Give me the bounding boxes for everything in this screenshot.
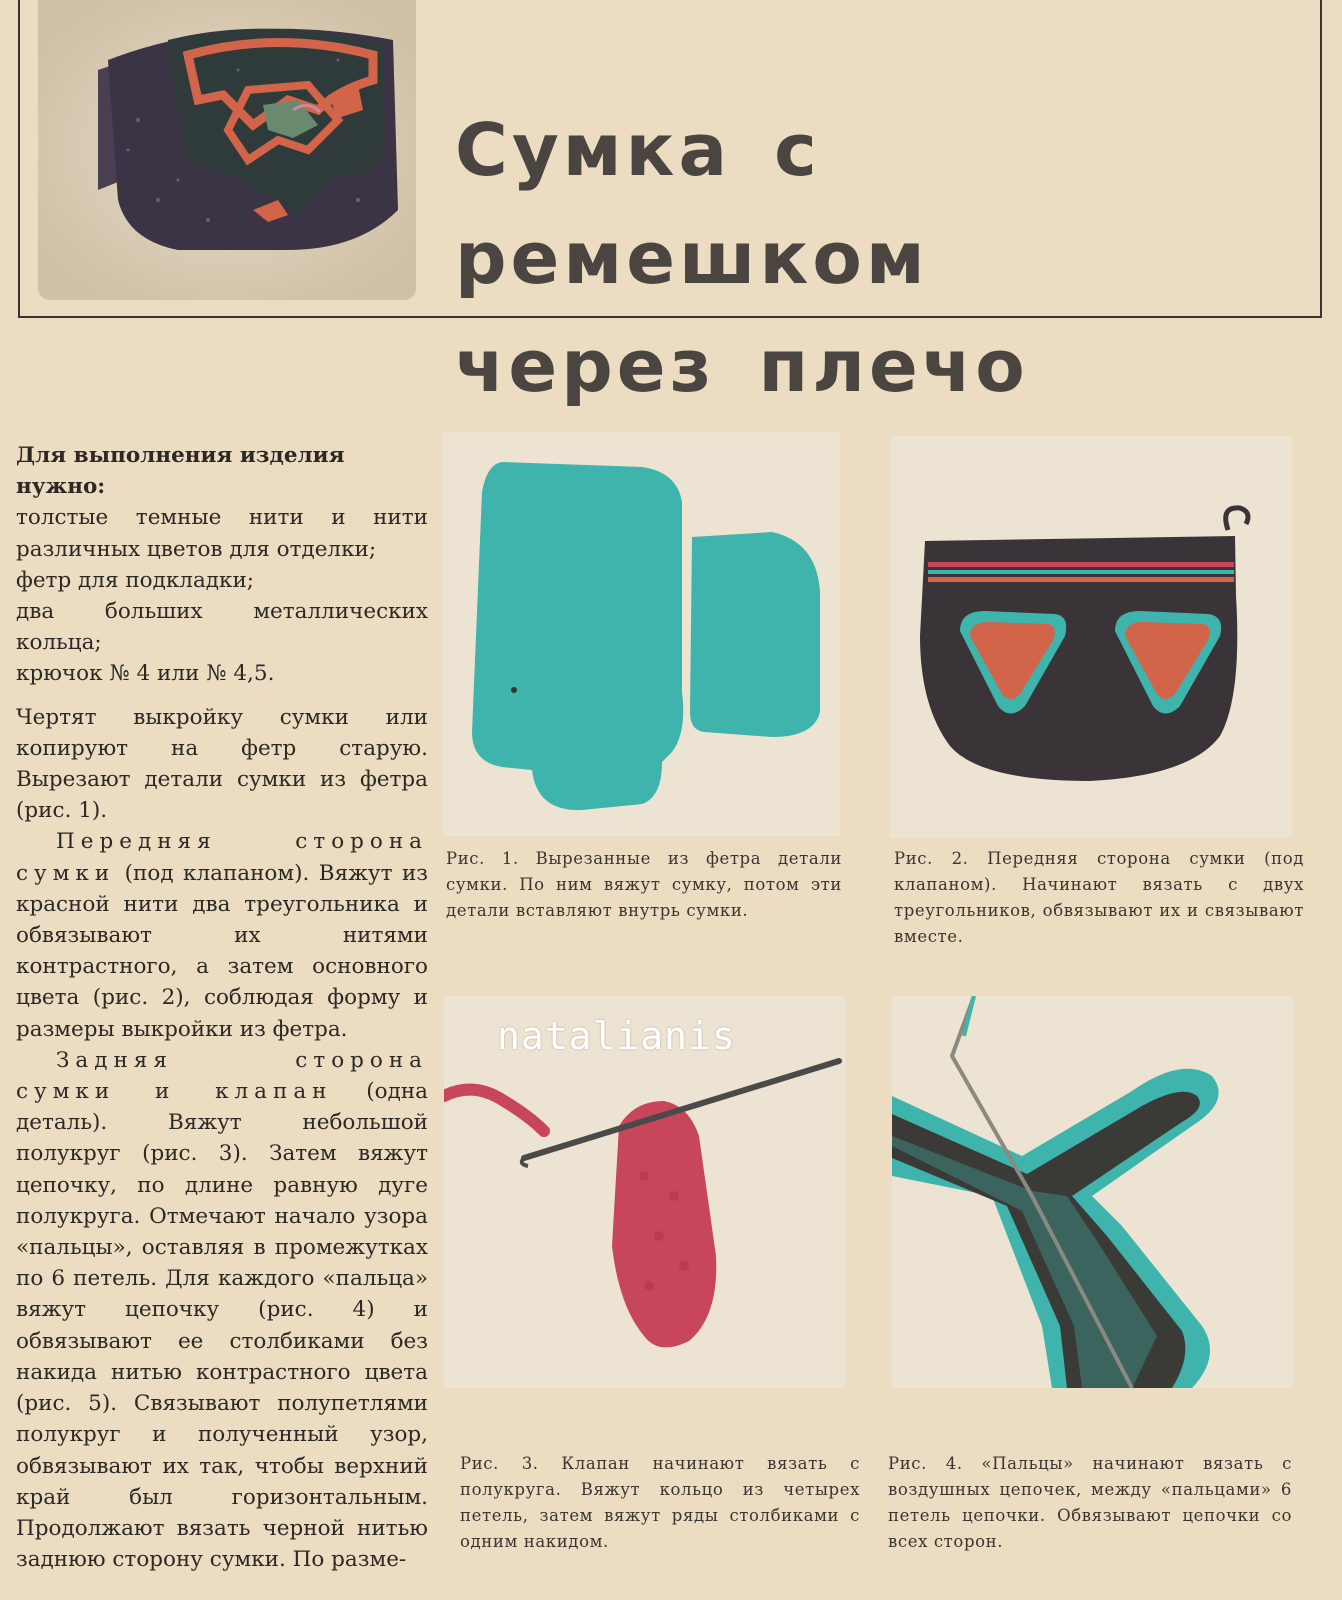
materials-heading: Для выполнения изделия нужно: (16, 443, 345, 500)
title-line-2: через плечо (455, 324, 1029, 408)
paragraph-back-side (16, 1045, 428, 1575)
page-title (455, 96, 1315, 420)
figure-2-caption: Рис. 2. Передняя сторона сумки (под клапаном). Начинают вязать с двух треугольников, обвязывают их и связывают вместе. (894, 849, 1304, 946)
figure-1-photo (442, 432, 840, 836)
back-side-text: (одна деталь). Вяжут небольшой полукруг (рис. 3). Затем вяжут цепочку, по длине равную дуге полукруга. Отмечают начало узора «пальцы», оставляя в промежутках по 6 петель. Для каждого «пальца» вяжут цепочку (рис. 4) и обвязывают ее столбиками без накида нитью контрастного цвета (рис. 5). Связывают полупетлями полукруг и полученный узор, обвязывают их так, чтобы верхний край был горизонтальным. Продолжают вязать черной нитью заднюю сторону сумки. По разме- (16, 1079, 428, 1573)
figure-1-caption: Рис. 1. Вырезанные из фетра детали сумки. По ним вяжут сумку, потом эти детали вставляют внутрь сумки. (446, 849, 842, 920)
title-line-1: Сумка с ремешком (455, 108, 929, 300)
paragraph-pattern: Чертят выкройку сумки или копируют на фетр старую. Вырезают детали сумки из фетра (рис. 1). (16, 704, 428, 824)
bag-photo (38, 0, 416, 300)
article-text (16, 440, 428, 1575)
front-side-text: (под клапаном). Вяжут из красной нити два треугольника и обвязывают их нитями контрастного, а затем основного цвета (рис. 2), соблюдая форму и размеры выкройки из фетра. (16, 860, 428, 1042)
figure-4-caption: Рис. 4. «Пальцы» начинают вязать с воздушных цепочек, между «пальцами» 6 петель цепочки. Обвязывают цепочки со всех сторон. (888, 1454, 1292, 1551)
material-item-3: два больших металлических кольца; (16, 599, 428, 656)
material-item-1: толстые темные нити и нити различных цветов для отделки; (16, 505, 428, 562)
figure-3-caption: Рис. 3. Клапан начинают вязать с полукруга. Вяжут кольцо из четырех петель, затем вяжут ряды столбиками с одним накидом. (460, 1454, 860, 1551)
figure-4-photo (892, 996, 1294, 1388)
material-item-2: фетр для подкладки; (16, 567, 255, 593)
material-item-4: крючок № 4 или № 4,5. (16, 661, 275, 687)
paragraph-front-side (16, 826, 428, 1044)
front-side-lead: Передняя сторона сумки (16, 829, 428, 886)
figure-2-photo (890, 436, 1292, 838)
back-side-lead: Задняя сторона сумки и клапан (16, 1047, 428, 1105)
watermark-text: natalianis (497, 1014, 736, 1058)
